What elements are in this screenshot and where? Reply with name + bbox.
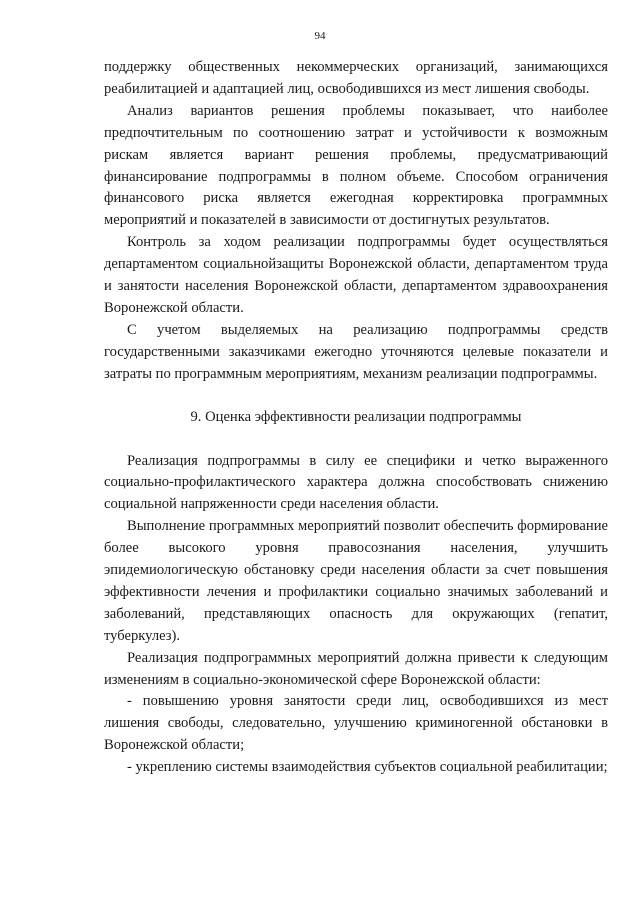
section-heading: 9. Оценка эффективности реализации подпрограммы bbox=[190, 408, 522, 425]
paragraph: Реализация подпрограммы в силу ее специфики и четко выраженного социально-профилактического характера должна способствовать снижению социальной напряженности среди населения области. bbox=[104, 452, 608, 513]
page-number: 94 bbox=[314, 30, 326, 42]
paragraph: Реализация подпрограммных мероприятий должна привести к следующим изменениям в социально-экономической сфере Воронежской области: bbox=[104, 649, 608, 688]
paragraph: С учетом выделяемых на реализацию подпрограммы средств государственными заказчиками ежегодно уточняются целевые показатели и затраты по программным мероприятиям, механизм реализации подпрограммы. bbox=[104, 321, 608, 382]
paragraph: Выполнение программных мероприятий позволит обеспечить формирование более высокого уровня правосознания населения, улучшить эпидемиологическую обстановку среди населения области за счет повышения эффективности лечения и профилактики социально значимых заболеваний и заболеваний, представляющих опасность для окружающих (гепатит, туберкулез). bbox=[104, 518, 608, 644]
list-item: - укреплению системы взаимодействия субъектов социальной реабилитации; bbox=[127, 759, 608, 776]
document-body bbox=[104, 57, 608, 779]
paragraph: поддержку общественных некоммерческих организаций, занимающихся реабилитацией и адаптацией лиц, освободившихся из мест лишения свободы. bbox=[104, 59, 608, 97]
list-item: - повышению уровня занятости среди лиц, освободившихся из мест лишения свободы, следовательно, улучшению криминогенной обстановки в Воронежской области; bbox=[104, 693, 608, 754]
paragraph: Анализ вариантов решения проблемы показывает, что наиболее предпочтительным по соотношению затрат и устойчивости к возможным рискам является вариант решения проблемы, предусматривающий финансирование подпрограммы в полном объеме. Способом ограничения финансового риска является ежегодная корректировка программных мероприятий и показателей в зависимости от достигнутых результатов. bbox=[104, 102, 608, 229]
paragraph: Контроль за ходом реализации подпрограммы будет осуществляться департаментом социальнойзащиты Воронежской области, департаментом труда и занятости населения Воронежской области, департаментом здравоохранения Воронежской области. bbox=[104, 234, 608, 316]
